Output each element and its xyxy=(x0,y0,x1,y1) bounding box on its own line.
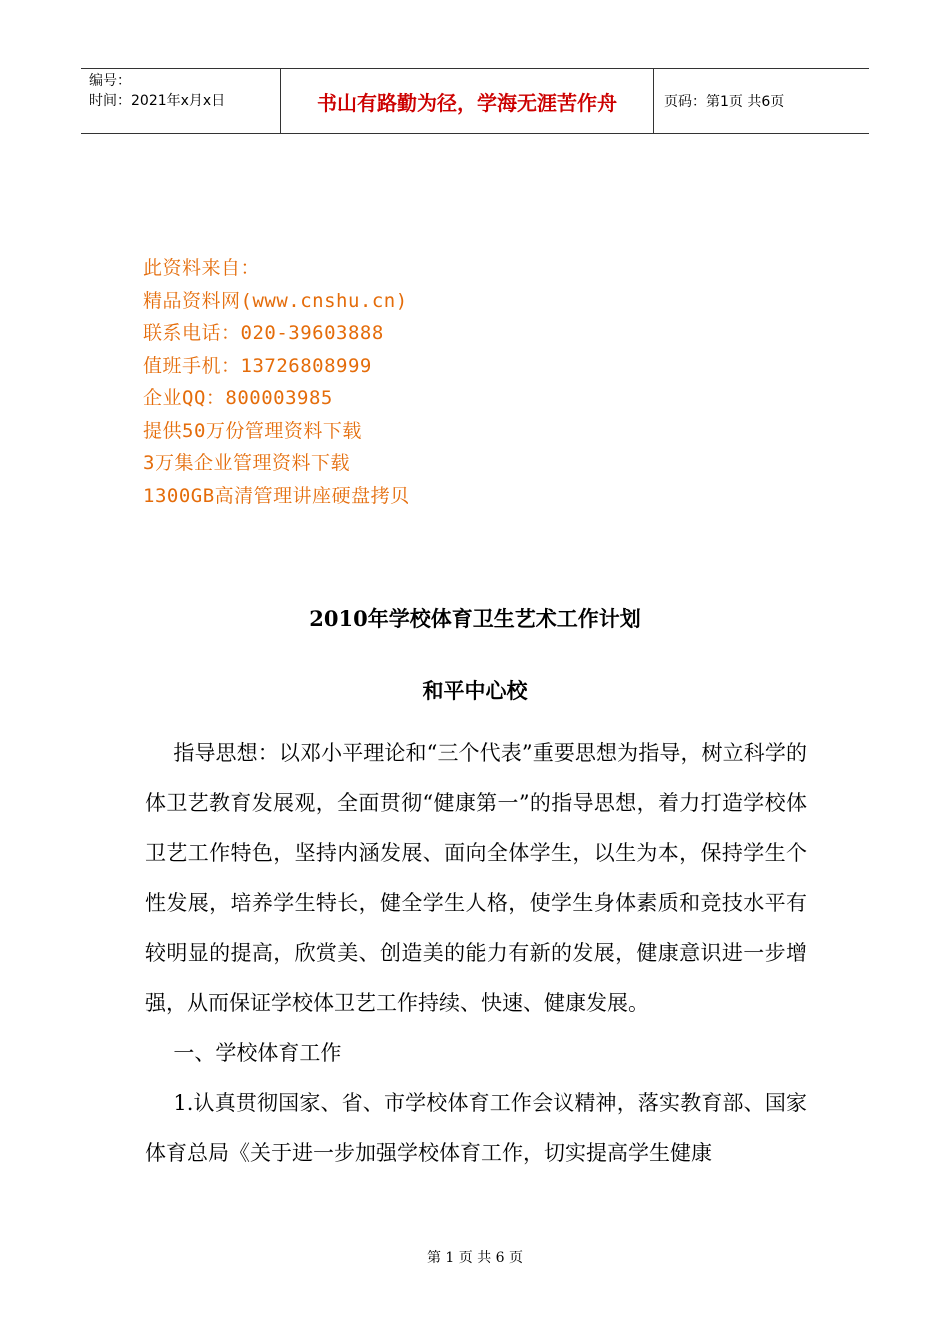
document-subtitle: 和平中心校 xyxy=(422,678,528,703)
header-meta xyxy=(81,69,281,133)
document-body xyxy=(145,728,807,1178)
source-line: 此资料来自： xyxy=(143,257,261,279)
source-line: 1300GB高清管理讲座硬盘拷贝 xyxy=(143,484,410,507)
source-line: 精品资料网(www.cnshu.cn) xyxy=(143,289,408,312)
source-line: 提供50万份管理资料下载 xyxy=(143,419,362,442)
page-header xyxy=(81,68,869,134)
source-line: 3万集企业管理资料下载 xyxy=(143,452,350,474)
header-page-info: 页码：第1页 共6页 xyxy=(664,94,785,110)
number-label: 编号： xyxy=(89,73,131,89)
section-heading: 一、学校体育工作 xyxy=(173,1041,342,1065)
source-line: 联系电话：020-39603888 xyxy=(143,322,384,344)
document-title: 2010年学校体育卫生艺术工作计划 xyxy=(309,606,641,631)
header-motto: 书山有路勤为径，学海无涯苦作舟 xyxy=(281,69,654,133)
source-line: 企业QQ：800003985 xyxy=(143,387,333,409)
time-label: 时间：2021年x月x日 xyxy=(89,93,226,109)
source-info-block xyxy=(143,252,410,512)
page-footer: 第 1 页 共 6 页 xyxy=(426,1250,524,1266)
body-paragraph: 指导思想：以邓小平理论和“三个代表”重要思想为指导，树立科学的体卫艺教育发展观，全面贯彻“健康第一”的指导思想，着力打造学校体卫艺工作特色，坚持内涵发展、面向全体学生，以生为本，保持学生个性发展，培养学生特长，健全学生人格，使学生身体素质和竞技水平有较明显的提高，欣赏美、创造美的能力有新的发展，健康意识进一步增强，从而保证学校体卫艺工作持续、快速、健康发展。 xyxy=(145,741,807,1015)
source-line: 值班手机：13726808999 xyxy=(143,354,372,377)
body-paragraph: 1.认真贯彻国家、省、市学校体育工作会议精神，落实教育部、国家体育总局《关于进一步加强学校体育工作，切实提高学生健康 xyxy=(145,1091,807,1165)
